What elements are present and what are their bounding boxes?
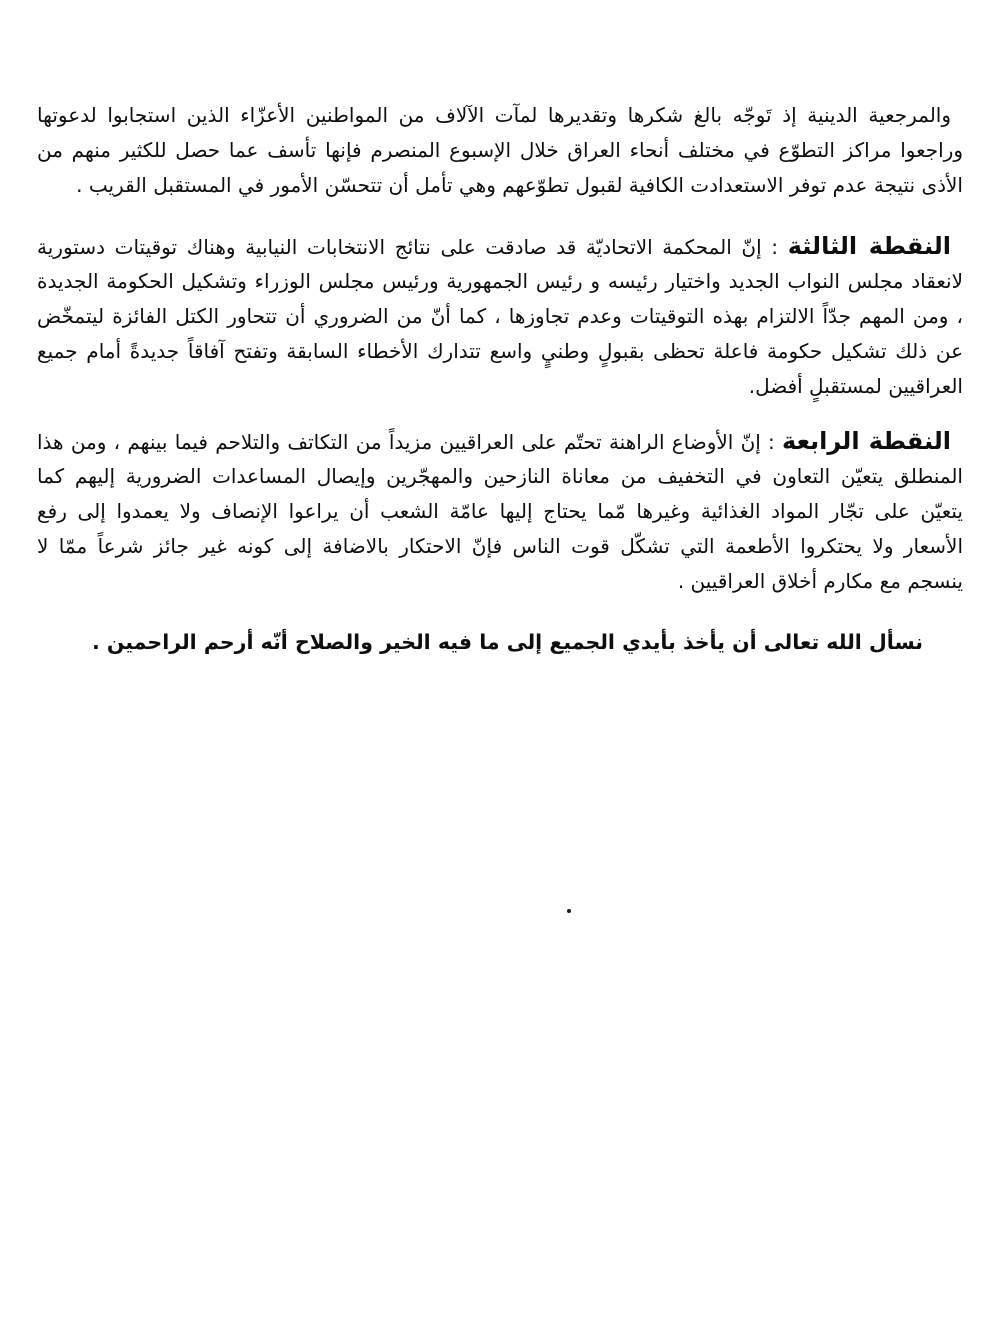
heading-separator: :: [761, 235, 788, 259]
text-line: عن ذلك تشكيل حكومة فاعلة تحظى بقبولٍ وطنيٍ واسع تتدارك الأخطاء السابقة وتفتح آفاقاً جديدةً أمام جميع: [37, 339, 963, 363]
text-line: [37, 229, 963, 264]
scan-speck-artifact: [567, 909, 571, 913]
paragraph-marjaiya-gratitude: [37, 98, 963, 203]
text-line: لانعقاد مجلس النواب الجديد واختيار رئيسه و رئيس الجمهورية ورئيس مجلس الوزراء وتشكيل الحكومة الجديدة: [37, 269, 963, 293]
text-line: الأذى نتيجة عدم توفر الاستعدادت الكافية لقبول تطوّعهم وهي تأمل أن تتحسّن الأمور في المستقبل القريب .: [76, 173, 963, 197]
text-line-segment: إنّ الأوضاع الراهنة تحتّم على العراقيين مزيداً من التكاتف والتلاحم فيما بينهم ، ومن هذا: [37, 430, 761, 454]
text-line: والمرجعية الدينية إذ تَوجّه بالغ شكرها وتقديرها لمآت الآلاف من المواطنين الأعزّاء الذين استجابوا لدعوتها: [37, 103, 951, 127]
paragraph-point-four: [37, 424, 963, 599]
text-line: العراقيين لمستقبلٍ أفضل.: [748, 374, 963, 398]
paragraph-point-three: [37, 229, 963, 404]
text-line: المنطلق يتعيّن التعاون في التخفيف من معاناة النازحين والمهجّرين وإيصال المساعدات الضرورية إليهم كما: [37, 464, 963, 488]
text-line: وراجعوا مراكز التطوّع في مختلف أنحاء العراق خلال الإسبوع المنصرم فإنها تأسف عما حصل للكثير منهم من: [37, 138, 963, 162]
text-line: الأسعار ولا يحتكروا الأطعمة التي تشكّل قوت الناس فإنّ الاحتكار بالاضافة إلى كونه غير جائز شرعاً ممّا لا: [37, 534, 963, 558]
point-three-heading: النقطة الثالثة: [787, 232, 952, 260]
point-four-heading: النقطة الرابعة: [782, 427, 952, 455]
text-line-segment: إنّ المحكمة الاتحاديّة قد صادقت على نتائج الانتخابات النيابية وهناك توقيتات دستورية: [37, 235, 762, 259]
document-text-block: [37, 98, 963, 660]
text-line: يتعيّن على تجّار المواد الغذائية وغيرها مّما يحتاج إليها عامّة الشعب أن يراعوا الإنصاف ولا يعمدوا إلى رفع: [37, 499, 963, 523]
closing-supplication: نسأل الله تعالى أن يأخذ بأيدي الجميع إلى ما فيه الخير والصلاح أنّه أرحم الراحمين .: [91, 630, 923, 654]
text-line: ينسجم مع مكارم أخلاق العراقيين .: [677, 569, 963, 593]
text-line: [37, 424, 963, 459]
heading-separator: :: [760, 430, 783, 454]
text-line: ، ومن المهم جدّاً الالتزام بهذه التوقيتات وعدم تجاوزها ، كما أنّ من الضروري أن تتحاور الكتل الفائزة ليتمخّض: [37, 304, 963, 328]
